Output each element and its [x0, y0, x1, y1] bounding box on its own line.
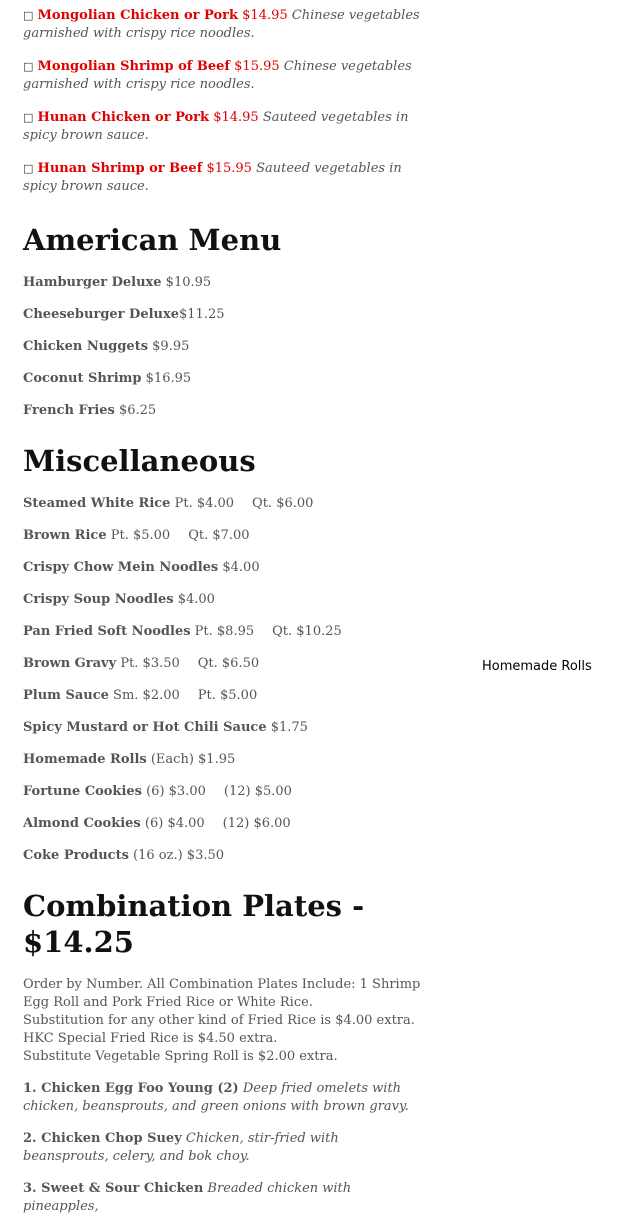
- item-name: Spicy Mustard or Hot Chili Sauce: [23, 720, 267, 735]
- homemade-rolls-image-caption: Homemade Rolls: [482, 659, 592, 674]
- item-description: Chinese vegetables garnished with crispy rice noodles.: [23, 59, 412, 92]
- combo-intro-line: HKC Special Fried Rice is $4.50 extra.: [23, 1031, 278, 1046]
- item-name: Hunan Shrimp or Beef: [37, 161, 203, 176]
- item-price: $15.95: [206, 161, 252, 176]
- item-name: French Fries: [23, 403, 115, 418]
- combo-intro-line: Substitution for any other kind of Fried Rice is $4.00 extra.: [23, 1013, 415, 1028]
- item-name: Crispy Soup Noodles: [23, 592, 174, 607]
- menu-item: [23, 559, 423, 577]
- combo-item: [23, 1080, 423, 1116]
- item-price: (16 oz.) $3.50: [133, 848, 225, 863]
- american-menu-list: [23, 274, 423, 420]
- item-name: Mongolian Shrimp of Beef: [37, 59, 231, 74]
- item-name: 2. Chicken Chop Suey: [23, 1131, 182, 1146]
- menu-column: [23, 0, 423, 1216]
- item-name: Coke Products: [23, 848, 129, 863]
- item-price-alt: (12) $6.00: [222, 816, 291, 831]
- spicy-marker-icon: □: [23, 111, 34, 124]
- menu-item: [23, 274, 423, 292]
- menu-item: [23, 815, 423, 833]
- item-price-alt: Qt. $6.50: [197, 656, 260, 671]
- section-title-combination-plates: Combination Plates - $14.25: [23, 889, 365, 959]
- item-name: Chicken Nuggets: [23, 339, 149, 354]
- menu-item: [23, 338, 423, 356]
- item-description: Chinese vegetables garnished with crispy rice noodles.: [23, 8, 420, 41]
- item-price: $6.25: [114, 403, 157, 418]
- section-title-american: American Menu: [23, 223, 282, 257]
- menu-item-spicy: [23, 7, 423, 43]
- menu-item: [23, 751, 423, 769]
- menu-item: [23, 495, 423, 513]
- item-description: Breaded chicken with pineapples,: [23, 1181, 352, 1214]
- combo-intro-line: Order by Number. All Combination Plates Include: 1 Shrimp Egg Roll and Pork Fried Rice or White Rice.: [23, 977, 421, 1010]
- item-price: $16.95: [141, 371, 192, 386]
- item-price: $1.75: [270, 720, 308, 735]
- item-name: Coconut Shrimp: [23, 371, 142, 386]
- item-price: (6) $4.00: [144, 816, 205, 831]
- item-name: Steamed White Rice: [23, 496, 171, 511]
- combo-intro: [23, 976, 423, 1066]
- item-price: (Each) $1.95: [150, 752, 236, 767]
- menu-item: [23, 687, 423, 705]
- menu-item: [23, 402, 423, 420]
- item-name: 3. Sweet & Sour Chicken: [23, 1181, 204, 1196]
- item-description: Deep fried omelets with chicken, beansprouts, and green onions with brown gravy.: [23, 1081, 409, 1114]
- item-price: $14.95: [213, 110, 259, 125]
- item-price: Pt. $8.95: [194, 624, 255, 639]
- item-name: Crispy Chow Mein Noodles: [23, 560, 219, 575]
- item-price: Sm. $2.00: [113, 688, 180, 703]
- item-price: Pt. $5.00: [110, 528, 171, 543]
- item-price: Pt. $3.50: [120, 656, 180, 671]
- item-description: Chicken, stir-fried with beansprouts, celery, and bok choy.: [23, 1131, 339, 1164]
- item-name: Pan Fried Soft Noodles: [23, 624, 191, 639]
- item-description: Sauteed vegetables in spicy brown sauce.: [23, 110, 409, 143]
- item-name: 1. Chicken Egg Foo Young (2): [23, 1081, 239, 1096]
- item-price: $15.95: [234, 59, 280, 74]
- item-price: $4.00: [177, 592, 215, 607]
- item-price-alt: Qt. $10.25: [272, 624, 342, 639]
- item-name: Almond Cookies: [23, 816, 141, 831]
- menu-item: [23, 623, 423, 641]
- combo-item: [23, 1180, 423, 1216]
- item-description: Sauteed vegetables in spicy brown sauce.: [23, 161, 402, 194]
- item-name: Hamburger Deluxe: [23, 275, 162, 290]
- item-price-alt: (12) $5.00: [223, 784, 292, 799]
- menu-item-spicy: [23, 160, 423, 196]
- misc-menu-list: [23, 495, 423, 865]
- item-name: Homemade Rolls: [23, 752, 147, 767]
- menu-item: [23, 306, 423, 324]
- item-price: $11.25: [179, 307, 225, 322]
- item-price-alt: Qt. $6.00: [252, 496, 314, 511]
- item-name: Mongolian Chicken or Pork: [37, 8, 239, 23]
- item-price: Pt. $4.00: [174, 496, 235, 511]
- item-price-alt: Qt. $7.00: [188, 528, 250, 543]
- item-price: $10.95: [161, 275, 212, 290]
- item-name: Fortune Cookies: [23, 784, 142, 799]
- menu-item: [23, 719, 423, 737]
- item-price: (6) $3.00: [146, 784, 206, 799]
- spicy-marker-icon: □: [23, 9, 34, 22]
- menu-item: [23, 591, 423, 609]
- item-name: Brown Gravy: [23, 656, 117, 671]
- menu-item: [23, 527, 423, 545]
- item-name: Cheeseburger Deluxe: [23, 307, 180, 322]
- spicy-marker-icon: □: [23, 60, 34, 73]
- spicy-marker-icon: □: [23, 162, 34, 175]
- item-name: Plum Sauce: [23, 688, 109, 703]
- menu-item-spicy: [23, 109, 423, 145]
- menu-item: [23, 783, 423, 801]
- section-title-miscellaneous: Miscellaneous: [23, 444, 256, 478]
- item-price: $4.00: [222, 560, 260, 575]
- item-price: $9.95: [148, 339, 190, 354]
- item-price-alt: Pt. $5.00: [197, 688, 258, 703]
- menu-item: [23, 370, 423, 388]
- combo-intro-line: Substitute Vegetable Spring Roll is $2.00 extra.: [23, 1049, 338, 1064]
- menu-item: [23, 847, 423, 865]
- item-name: Brown Rice: [23, 528, 107, 543]
- item-price: $14.95: [242, 8, 288, 23]
- menu-item-spicy: [23, 58, 423, 94]
- menu-item: [23, 655, 423, 673]
- item-name: Hunan Chicken or Pork: [37, 110, 210, 125]
- combo-item: [23, 1130, 423, 1166]
